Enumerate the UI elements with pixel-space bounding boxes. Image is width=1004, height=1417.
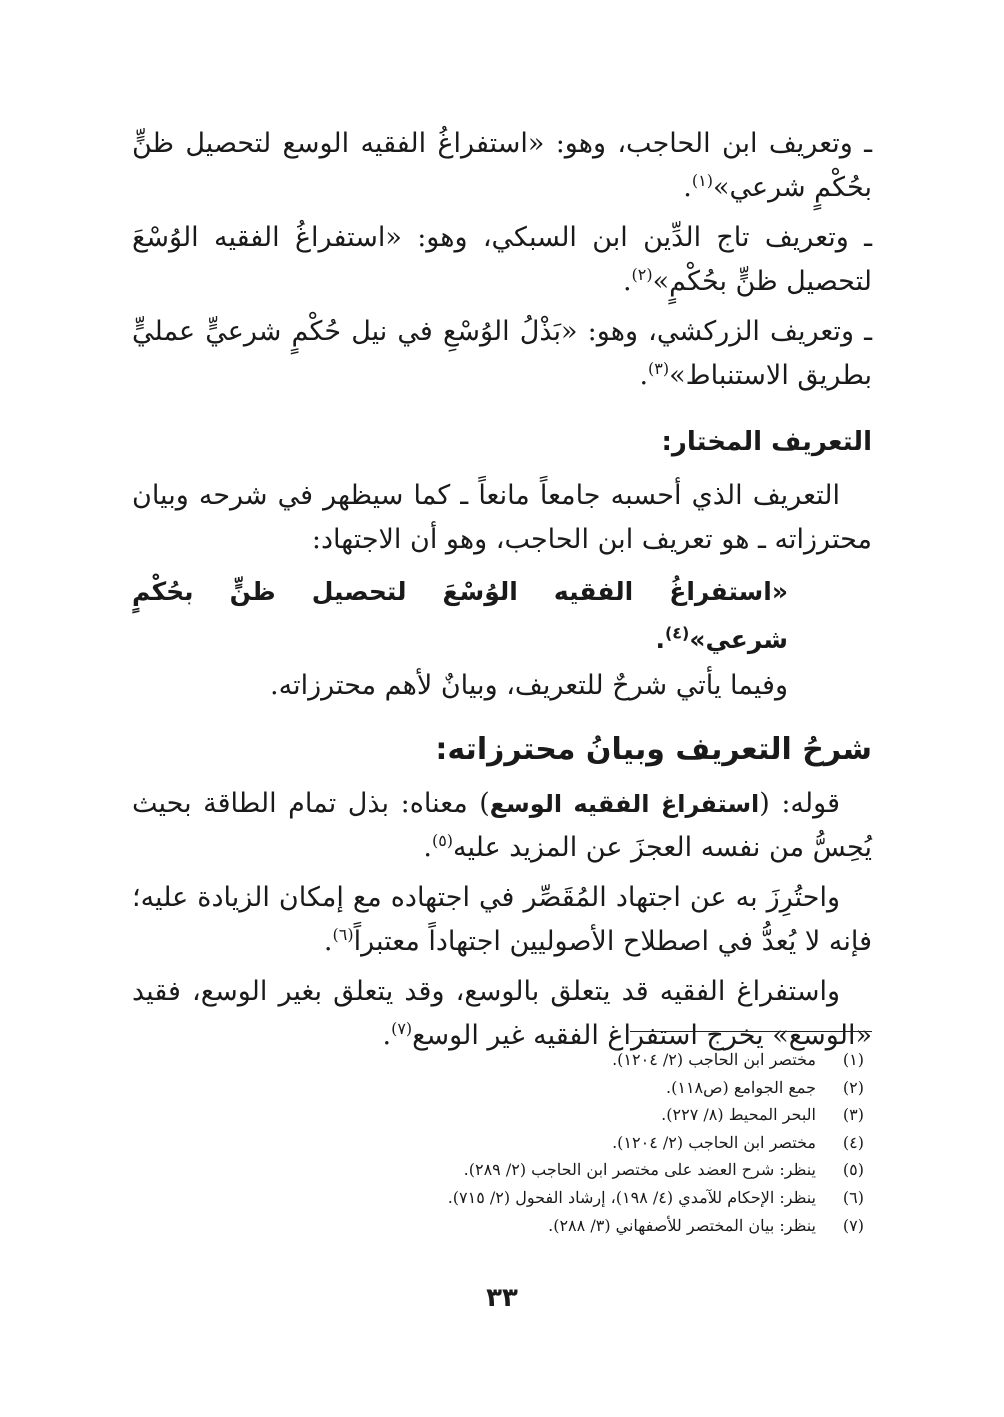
footnote-text: ينظر: بيان المختصر للأصفهاني (٣/ ٢٨٨). (548, 1215, 816, 1235)
footnote-number: (٦) (842, 1187, 864, 1207)
footnotes (132, 1046, 872, 1239)
footnote-item (132, 1074, 872, 1102)
footnote-item (132, 1212, 872, 1240)
definition-ibn-hajib-text: ـ وتعريف ابن الحاجب، وهو: «استفراغُ الفقيه الوسع لتحصيل ظنٍّ بحُكْمٍ شرعي» (132, 128, 872, 203)
definition-zarkashi (132, 310, 872, 398)
period: . (423, 832, 432, 863)
explanation-1-prefix: قوله: ( (759, 788, 840, 819)
chosen-definition-quote-text: «استفراغُ الفقيه الوُسْعَ لتحصيل ظنٍّ بحُكْمٍ شرعي» (132, 577, 788, 654)
heading-chosen-definition: التعريف المختار: (661, 427, 872, 457)
footnote-ref-3: (٣) (648, 359, 670, 378)
explanation-paragraph-2 (132, 876, 872, 964)
footnote-text: مختصر ابن الحاجب (٢/ ١٢٠٤). (612, 1132, 816, 1152)
explanation-1-term: استفراغ الفقيه الوسع (489, 790, 760, 818)
footnote-number: (٧) (842, 1215, 864, 1235)
footnote-item (132, 1156, 872, 1184)
explanation-1-text: ) معناه: بذل تمام الطاقة بحيث يُحِسُّ من نفسه العجزَ عن المزيد عليه (132, 788, 872, 863)
chosen-definition-intro: التعريف الذي أحسبه جامعاً مانعاً ـ كما سيظهر في شرحه وبيان محترزاته ـ هو تعريف ابن الحاجب، وهو أن الاجتهاد: (132, 480, 872, 555)
period: . (382, 1020, 392, 1051)
footnote-item (132, 1046, 872, 1074)
footnote-text: مختصر ابن الحاجب (٢/ ١٢٠٤). (612, 1050, 816, 1069)
footnote-ref-5: (٥) (431, 831, 454, 850)
explanation-paragraph-1 (132, 782, 872, 870)
chosen-definition-followup: وفيما يأتي شرحٌ للتعريف، وبيانٌ لأهم محترزاته. (270, 670, 788, 701)
chosen-definition-quote (132, 568, 872, 664)
footnote-number: (٢) (842, 1077, 864, 1097)
footnote-text: البحر المحيط (٨/ ٢٢٧). (661, 1105, 816, 1125)
explanation-paragraph-3 (132, 970, 872, 1058)
period: . (639, 360, 649, 391)
footnote-text: جمع الجوامع (ص١١٨). (666, 1077, 816, 1097)
explanation-2-text: واحتُرِزَ به عن اجتهاد المُقَصِّر في اجتهاده مع إمكان الزيادة عليه؛ فإنه لا يُعدُّ في اصطلاح الأصوليين اجتهاداً معتبراً (132, 882, 872, 957)
footnote-item (132, 1129, 872, 1157)
footnote-number: (٣) (842, 1105, 864, 1125)
footnote-ref-6: (٦) (332, 925, 354, 944)
definition-subki-text: ـ وتعريف تاج الدِّين ابن السبكي، وهو: «استفراغُ الفقيه الوُسْعَ لتحصيل ظنٍّ بحُكْمٍ» (132, 222, 872, 297)
footnote-text: ينظر: الإحكام للآمدي (٤/ ١٩٨)، إرشاد الفحول (٢/ ٧١٥). (447, 1187, 816, 1207)
footnote-item (132, 1101, 872, 1129)
footnote-ref-7: (٧) (391, 1019, 413, 1038)
footnote-number: (٥) (842, 1160, 864, 1180)
heading-explanation: شرحُ التعريف وبيانُ محترزاته: (435, 732, 872, 767)
footnote-number: (١) (842, 1050, 864, 1069)
footnote-divider (630, 1031, 872, 1032)
footnote-ref-2: (٢) (631, 265, 653, 284)
footnote-ref-4: (٤) (664, 623, 690, 643)
definition-zarkashi-text: ـ وتعريف الزركشي، وهو: «بَذْلُ الوُسْعِ في نيل حُكْمٍ شرعيٍّ عمليٍّ بطريق الاستنباط» (132, 316, 872, 391)
footnote-text: ينظر: شرح العضد على مختصر ابن الحاجب (٢/ ٢٨٩). (463, 1160, 816, 1180)
explanation-3-text: واستفراغ الفقيه قد يتعلق بالوسع، وقد يتعلق بغير الوسع، فقيد «الوسع» يخرج استفراغ الفقيه غير الوسع (132, 976, 872, 1051)
footnote-ref-1: (١) (691, 171, 713, 190)
page-body (132, 122, 872, 1064)
period: . (622, 266, 632, 297)
footnote-item (132, 1184, 872, 1212)
definition-ibn-hajib (132, 122, 872, 210)
page-number: ٣٣ (486, 1283, 518, 1313)
period: . (655, 625, 665, 654)
definition-subki (132, 216, 872, 304)
period: . (683, 172, 692, 203)
period: . (323, 926, 333, 957)
footnote-number: (٤) (842, 1132, 864, 1152)
